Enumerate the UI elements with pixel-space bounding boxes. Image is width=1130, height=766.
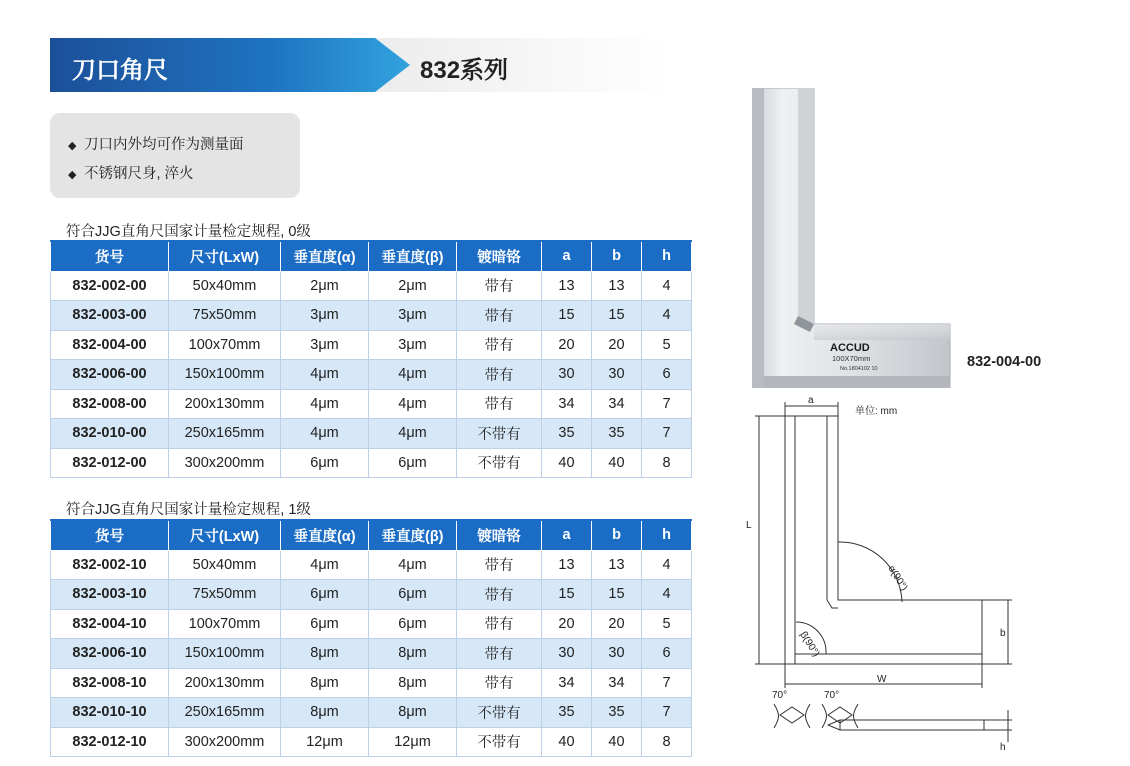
table-cell: 150x100mm — [169, 639, 281, 669]
table-cell: 带有 — [457, 609, 542, 639]
table-cell: 不带有 — [457, 448, 542, 478]
part-number-cell: 832-010-10 — [51, 698, 169, 728]
table-cell: 34 — [542, 389, 592, 419]
table-cell: 8 — [642, 727, 692, 757]
table-cell: 150x100mm — [169, 360, 281, 390]
feature-item: ◆ 刀口内外均可作为测量面 — [68, 137, 244, 153]
part-number-cell: 832-008-10 — [51, 668, 169, 698]
page-title: 刀口角尺 — [72, 57, 168, 84]
beta-label: β(90°) — [797, 629, 822, 659]
column-header: 垂直度(β) — [369, 241, 457, 271]
table-cell: 不带有 — [457, 419, 542, 449]
table-cell: 34 — [542, 668, 592, 698]
column-header: 货号 — [51, 520, 169, 550]
table-cell: 6μm — [369, 580, 457, 610]
diamond-bullet-icon: ◆ — [68, 169, 77, 181]
table-cell: 8μm — [281, 639, 369, 669]
table-cell: 带有 — [457, 301, 542, 331]
part-number-cell: 832-003-10 — [51, 580, 169, 610]
table-cell: 5 — [642, 330, 692, 360]
table-cell: 2μm — [369, 271, 457, 301]
table-row — [51, 580, 692, 610]
column-header: 货号 — [51, 241, 169, 271]
table-cell: 13 — [542, 550, 592, 580]
table-row — [51, 360, 692, 390]
table-cell: 40 — [592, 448, 642, 478]
column-header: h — [642, 241, 692, 271]
table-cell: 带有 — [457, 330, 542, 360]
size-engraving: 100X70mm — [832, 354, 871, 363]
column-header: b — [592, 241, 642, 271]
table-header-row — [51, 241, 692, 271]
table-cell: 6μm — [369, 609, 457, 639]
table-cell: 35 — [542, 419, 592, 449]
table-cell: 4 — [642, 271, 692, 301]
column-header: 垂直度(α) — [281, 520, 369, 550]
table-cell: 13 — [592, 271, 642, 301]
table-cell: 4μm — [369, 360, 457, 390]
table-cell: 带有 — [457, 550, 542, 580]
part-number-cell: 832-006-00 — [51, 360, 169, 390]
blade-bevel — [798, 88, 814, 324]
photo-label: 832-004-00 — [967, 354, 1042, 370]
table-cell: 40 — [592, 727, 642, 757]
table-cell: 15 — [542, 301, 592, 331]
column-header: 垂直度(α) — [281, 241, 369, 271]
left-edge-profile — [780, 707, 804, 723]
table-cell: 50x40mm — [169, 550, 281, 580]
square-edge — [752, 88, 764, 388]
angle-right-label: 70° — [824, 690, 840, 701]
part-number-cell: 832-012-00 — [51, 448, 169, 478]
dim-L-line — [755, 416, 785, 664]
table-cell: 6μm — [281, 580, 369, 610]
dim-h-line — [984, 710, 1012, 742]
serial-engraving: No.1804102 10 — [840, 366, 878, 372]
table-cell: 50x40mm — [169, 271, 281, 301]
dim-W-label: W — [877, 674, 887, 685]
table-cell: 15 — [592, 301, 642, 331]
table-cell: 4μm — [281, 419, 369, 449]
table-cell: 4 — [642, 550, 692, 580]
table-row — [51, 330, 692, 360]
table-cell: 100x70mm — [169, 330, 281, 360]
table-cell: 20 — [592, 609, 642, 639]
table-row — [51, 271, 692, 301]
table-cell: 20 — [542, 330, 592, 360]
table-cell: 8μm — [369, 668, 457, 698]
table-row — [51, 550, 692, 580]
table-cell: 3μm — [369, 301, 457, 331]
product-photo — [752, 88, 962, 388]
column-header: 镀暗铬 — [457, 520, 542, 550]
dim-b-label: b — [1000, 628, 1006, 639]
table-cell: 15 — [592, 580, 642, 610]
table-cell: 8μm — [369, 639, 457, 669]
table-cell: 4μm — [369, 550, 457, 580]
table-cell: 20 — [542, 609, 592, 639]
features-box — [50, 113, 300, 198]
table-cell: 8 — [642, 448, 692, 478]
table-cell: 35 — [542, 698, 592, 728]
table-cell: 7 — [642, 668, 692, 698]
table-cell: 4μm — [281, 389, 369, 419]
table-cell: 34 — [592, 668, 642, 698]
brand-logo: ACCUD — [830, 342, 870, 354]
table-cell: 8μm — [281, 698, 369, 728]
table-cell: 13 — [542, 271, 592, 301]
table-cell: 带有 — [457, 668, 542, 698]
profile-bar — [840, 720, 984, 730]
table-cell: 40 — [542, 727, 592, 757]
table-cell: 30 — [542, 360, 592, 390]
table-cell: 40 — [542, 448, 592, 478]
part-number-cell: 832-006-10 — [51, 639, 169, 669]
table-cell: 带有 — [457, 360, 542, 390]
table-header-row — [51, 520, 692, 550]
table-cell: 7 — [642, 389, 692, 419]
table-cell: 34 — [592, 389, 642, 419]
table-row — [51, 419, 692, 449]
table-cell: 3μm — [369, 330, 457, 360]
table-cell: 7 — [642, 698, 692, 728]
part-number-cell: 832-012-10 — [51, 727, 169, 757]
grade1-table — [50, 519, 692, 757]
table-cell: 3μm — [281, 301, 369, 331]
table-cell: 200x130mm — [169, 668, 281, 698]
grade0-table — [50, 240, 692, 478]
table-cell: 20 — [592, 330, 642, 360]
table-cell: 6μm — [281, 609, 369, 639]
base-bevel — [814, 324, 950, 340]
table-cell: 300x200mm — [169, 727, 281, 757]
table-cell: 不带有 — [457, 698, 542, 728]
square-outline — [785, 416, 982, 664]
table-row — [51, 609, 692, 639]
table-row — [51, 727, 692, 757]
square-bottom-edge — [764, 376, 950, 388]
table-cell: 7 — [642, 419, 692, 449]
table-cell: 250x165mm — [169, 419, 281, 449]
table-cell: 4 — [642, 301, 692, 331]
table-cell: 35 — [592, 419, 642, 449]
table-cell: 30 — [592, 639, 642, 669]
table-row — [51, 301, 692, 331]
table-cell: 200x130mm — [169, 389, 281, 419]
table-cell: 12μm — [369, 727, 457, 757]
grade0-caption: 符合JJG直角尺国家计量检定规程, 0级 — [66, 224, 311, 240]
table-cell: 30 — [592, 360, 642, 390]
part-number-cell: 832-004-10 — [51, 609, 169, 639]
table-cell: 35 — [592, 698, 642, 728]
part-number-cell: 832-002-10 — [51, 550, 169, 580]
table-cell: 15 — [542, 580, 592, 610]
table-cell: 6μm — [281, 448, 369, 478]
series-title: 832系列 — [420, 57, 509, 84]
column-header: 镀暗铬 — [457, 241, 542, 271]
part-number-cell: 832-002-00 — [51, 271, 169, 301]
table-cell: 300x200mm — [169, 448, 281, 478]
dim-a-label: a — [808, 395, 814, 406]
table-cell: 带有 — [457, 580, 542, 610]
relief-line — [827, 600, 838, 608]
alpha-label: α(90°) — [885, 563, 910, 593]
table-cell: 6μm — [369, 448, 457, 478]
angle-left-label: 70° — [772, 690, 788, 701]
grade1-caption: 符合JJG直角尺国家计量检定规程, 1级 — [66, 502, 311, 518]
table-cell: 30 — [542, 639, 592, 669]
table-cell: 75x50mm — [169, 580, 281, 610]
table-cell: 8μm — [369, 698, 457, 728]
table-row — [51, 639, 692, 669]
table-cell: 4μm — [369, 389, 457, 419]
feature-item: ◆ 不锈钢尺身, 淬火 — [68, 166, 194, 182]
column-header: b — [592, 520, 642, 550]
table-cell: 6 — [642, 360, 692, 390]
column-header: 尺寸(LxW) — [169, 241, 281, 271]
table-cell: 6 — [642, 639, 692, 669]
header-banner — [50, 38, 670, 92]
part-number-cell: 832-010-00 — [51, 419, 169, 449]
part-number-cell: 832-004-00 — [51, 330, 169, 360]
column-header: 尺寸(LxW) — [169, 520, 281, 550]
table-cell: 4μm — [369, 419, 457, 449]
dim-L-label: L — [746, 520, 752, 531]
dim-h-label: h — [1000, 742, 1006, 753]
dim-b-line — [982, 600, 1012, 664]
table-cell: 带有 — [457, 271, 542, 301]
table-cell: 带有 — [457, 639, 542, 669]
table-cell: 4 — [642, 580, 692, 610]
table-cell: 5 — [642, 609, 692, 639]
table-row — [51, 698, 692, 728]
table-cell: 12μm — [281, 727, 369, 757]
unit-label: 单位: mm — [855, 406, 898, 417]
table-row — [51, 448, 692, 478]
table-row — [51, 389, 692, 419]
table-cell: 8μm — [281, 668, 369, 698]
table-cell: 100x70mm — [169, 609, 281, 639]
column-header: h — [642, 520, 692, 550]
part-number-cell: 832-008-00 — [51, 389, 169, 419]
table-cell: 带有 — [457, 389, 542, 419]
diamond-bullet-icon: ◆ — [68, 140, 77, 152]
table-cell: 2μm — [281, 271, 369, 301]
table-cell: 13 — [592, 550, 642, 580]
technical-drawing — [740, 392, 1040, 762]
table-cell: 3μm — [281, 330, 369, 360]
column-header: a — [542, 520, 592, 550]
column-header: a — [542, 241, 592, 271]
table-cell: 75x50mm — [169, 301, 281, 331]
table-cell: 4μm — [281, 360, 369, 390]
table-cell: 250x165mm — [169, 698, 281, 728]
table-cell: 不带有 — [457, 727, 542, 757]
table-row — [51, 668, 692, 698]
part-number-cell: 832-003-00 — [51, 301, 169, 331]
table-cell: 4μm — [281, 550, 369, 580]
column-header: 垂直度(β) — [369, 520, 457, 550]
